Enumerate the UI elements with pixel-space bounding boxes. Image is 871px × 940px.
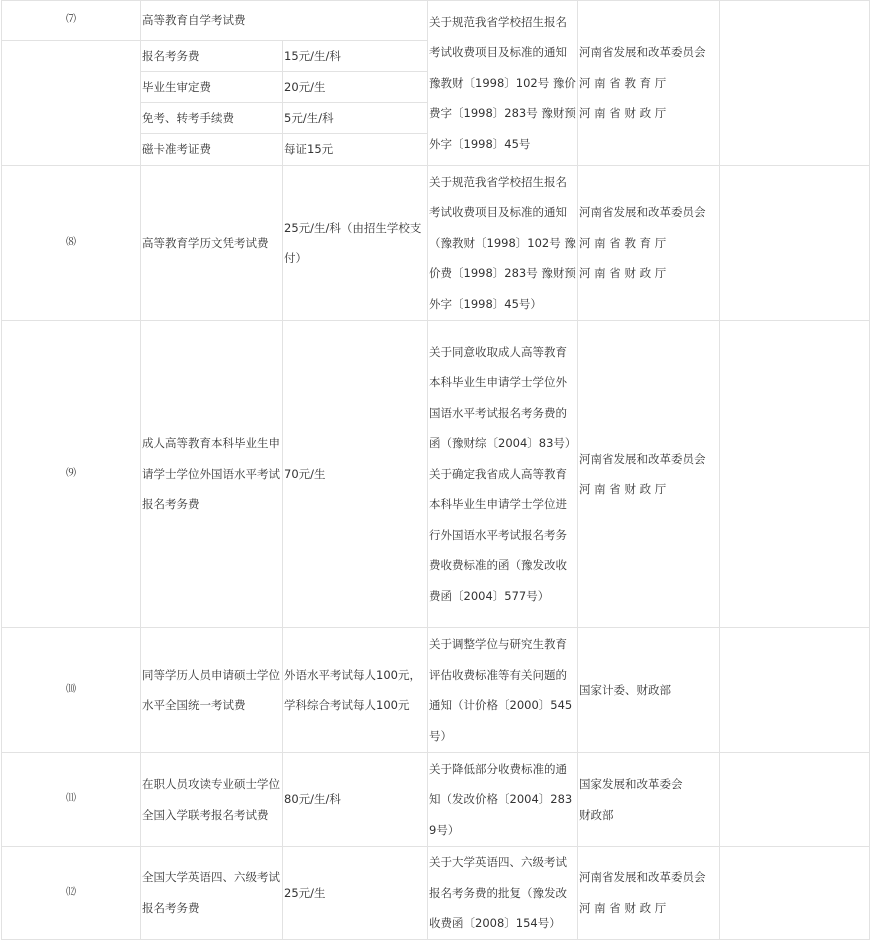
sub-item-fee: 5元/生/科: [283, 103, 428, 134]
policy-basis: 关于大学英语四、六级考试报名考务费的批复（豫发改收费函〔2008〕154号）: [428, 847, 578, 940]
fee-standard: 25元/生: [283, 847, 428, 940]
issuing-authority: 河南省发展和改革委员会 河 南 省 教 育 厅 河 南 省 财 政 厅: [578, 166, 720, 321]
empty-cell: [720, 628, 870, 753]
issuing-authority: 国家发展和改革委会 财政部: [578, 753, 720, 847]
sub-item-fee: 每证15元: [283, 134, 428, 166]
empty-cell: [2, 41, 141, 166]
policy-basis: 关于降低部分收费标准的通知（发改价格〔2004〕2839号）: [428, 753, 578, 847]
sub-item-name: 毕业生审定费: [141, 72, 283, 103]
sub-item-name: 磁卡准考证费: [141, 134, 283, 166]
empty-cell: [720, 847, 870, 940]
issuing-authority: 国家计委、财政部: [578, 628, 720, 753]
sub-item-name: 报名考务费: [141, 41, 283, 72]
policy-basis: 关于规范我省学校招生报名考试收费项目及标准的通知（豫教财〔1998〕102号 豫价费〔1998〕283号 豫财预外字〔1998〕45号）: [428, 166, 578, 321]
empty-cell: [720, 166, 870, 321]
row-number: ⑾: [2, 753, 141, 847]
empty-cell: [720, 321, 870, 628]
fee-item-name: 全国大学英语四、六级考试报名考务费: [141, 847, 283, 940]
issuing-authority: 河南省发展和改革委员会 河 南 省 财 政 厅: [578, 847, 720, 940]
fee-item-name: 高等教育自学考试费: [141, 1, 428, 41]
fee-standard: 25元/生/科（由招生学校支付）: [283, 166, 428, 321]
fee-standard: 80元/生/科: [283, 753, 428, 847]
fee-standard: 外语水平考试每人100元，学科综合考试每人100元: [283, 628, 428, 753]
empty-cell: [720, 753, 870, 847]
fee-item-name: 高等教育学历文凭考试费: [141, 166, 283, 321]
empty-cell: [720, 1, 870, 166]
issuing-authority: 河南省发展和改革委员会 河 南 省 教 育 厅 河 南 省 财 政 厅: [578, 1, 720, 166]
sub-item-fee: 20元/生: [283, 72, 428, 103]
policy-basis: 关于调整学位与研究生教育评估收费标准等有关问题的通知（计价格〔2000〕545号）: [428, 628, 578, 753]
fee-item-name: 成人高等教育本科毕业生申请学士学位外国语水平考试报名考务费: [141, 321, 283, 628]
table-row: [2, 847, 870, 940]
row-number: ⑼: [2, 321, 141, 628]
row-number: ⑻: [2, 166, 141, 321]
sub-item-fee: 15元/生/科: [283, 41, 428, 72]
fee-standard: 70元/生: [283, 321, 428, 628]
row-number: ⑿: [2, 847, 141, 940]
fee-item-name: 同等学历人员申请硕士学位水平全国统一考试费: [141, 628, 283, 753]
fee-table: [1, 0, 870, 940]
table-row: [2, 321, 870, 628]
policy-basis: 关于同意收取成人高等教育本科毕业生申请学士学位外国语水平考试报名考务费的函（豫财综〔2004〕83号） 关于确定我省成人高等教育本科毕业生申请学士学位进行外国语水平考试报名考务费收费标准的函（豫发改收费函〔2004〕577号）: [428, 321, 578, 628]
sub-item-name: 免考、转考手续费: [141, 103, 283, 134]
row-number: ⑽: [2, 628, 141, 753]
fee-item-name: 在职人员攻读专业硕士学位全国入学联考报名考试费: [141, 753, 283, 847]
table-row: [2, 166, 870, 321]
policy-basis: 关于规范我省学校招生报名考试收费项目及标准的通知豫教财〔1998〕102号 豫价费字〔1998〕283号 豫财预外字〔1998〕45号: [428, 1, 578, 166]
table-row: [2, 753, 870, 847]
table-row: [2, 1, 870, 41]
row-number: ⑺: [2, 1, 141, 41]
issuing-authority: 河南省发展和改革委员会 河 南 省 财 政 厅: [578, 321, 720, 628]
table-row: [2, 628, 870, 753]
